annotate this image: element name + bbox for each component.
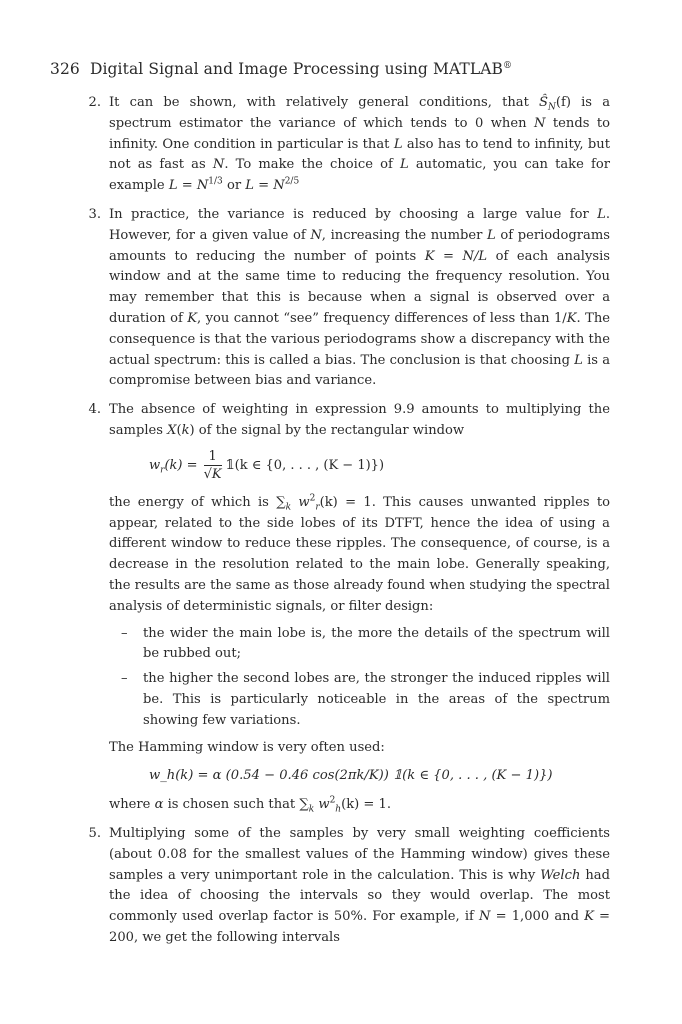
hamming-window-equation: w_h(k) = α (0.54 − 0.46 cos(2πk/K)) 𝟙(k ∈ {0, . . . , (K − 1)}) xyxy=(149,768,553,784)
item-intro: The absence of weighting in expression 9.9 amounts to multiplying the samples X(k) of the signal by the rectangular window xyxy=(109,402,610,438)
book-title: Digital Signal and Image Processing using MATLAB xyxy=(89,60,504,78)
list-item-5 xyxy=(88,824,610,949)
rectangular-window-equation: $w_r(k)$ = $\frac{1}{√K}$ 𝟙(k ∈ {0, . . . , (K − 1)}) xyxy=(149,448,385,482)
item-text: Multiplying some of the samples by very small weighting coefficients (about 0.08 for the smallest values of the Hamming window) gives these samples a very unimportant role in the calculation. This is why Welch had the idea of choosing the intervals so they would overlap. The most commonly used overlap factor is 50%. For example, if N = 1,000 and K = 200, we get the following intervals xyxy=(109,825,610,945)
fraction: $\frac{1}{√K}$ xyxy=(203,448,222,482)
item-text: the energy of which is $\sum_k$ $w^2_r(k) = 1$. This causes unwanted ripples to appear, related to the side lobes of its DTFT, hence the idea of using a different window to reduce these ripples. The consequence, of course, is a decrease in the resolution related to the main lobe. Generally speaking, the results are the same as those already found when studying the spectral analysis of deterministic signals, or filter design: xyxy=(109,493,610,614)
where-clause: where α is chosen such that $\sum_k$ $w^2_h(k) = 1$. xyxy=(109,795,392,815)
list-item-3 xyxy=(88,205,611,392)
page-number: 326 xyxy=(50,60,80,78)
item-number: 2. xyxy=(88,95,101,110)
dash-list xyxy=(109,624,610,732)
list-item-2 xyxy=(88,93,611,197)
item-number: 3. xyxy=(88,206,101,222)
hamming-intro: The Hamming window is very often used: xyxy=(109,739,385,755)
item-text: It can be shown, with relatively general conditions, that $Ŝ_N(f)$ is a spectrum estimator the variance of which tends to 0 when N tends to infinity. One condition in particular is that L also has to tend to infinity, but not as fast as N. To make the choice of L automatic, you can take for example $L = N^{1/3}$ or $L = N^{2/5}$ xyxy=(109,95,611,194)
item-number: 5. xyxy=(88,825,101,841)
running-header xyxy=(50,60,512,78)
list-item-4 xyxy=(88,400,610,816)
registered-mark: ® xyxy=(503,60,513,71)
page-body xyxy=(79,93,610,957)
item-text: In practice, the variance is reduced by choosing a large value for L. However, for a given value of N, increasing the number L of periodograms amounts to reducing the number of points K = N/L of each analysis window and at the same time to reducing the frequency resolution. You may remember that this is because when a signal is observed over a duration of K, you cannot “see” frequency differences of less than 1/K. The consequence is that the various periodograms show a discrepancy with the actual spectrum: this is called a bias. The conclusion is that choosing L is a compromise between bias and variance. xyxy=(109,206,611,389)
list-item: – the wider the main lobe is, the more the details of the spectrum will be rubbed out; xyxy=(121,625,610,662)
list-item: – the higher the second lobes are, the stronger the induced ripples will be. This is particularly noticeable in the areas of the spectrum showing few variations. xyxy=(121,671,610,728)
item-number: 4. xyxy=(88,402,101,418)
